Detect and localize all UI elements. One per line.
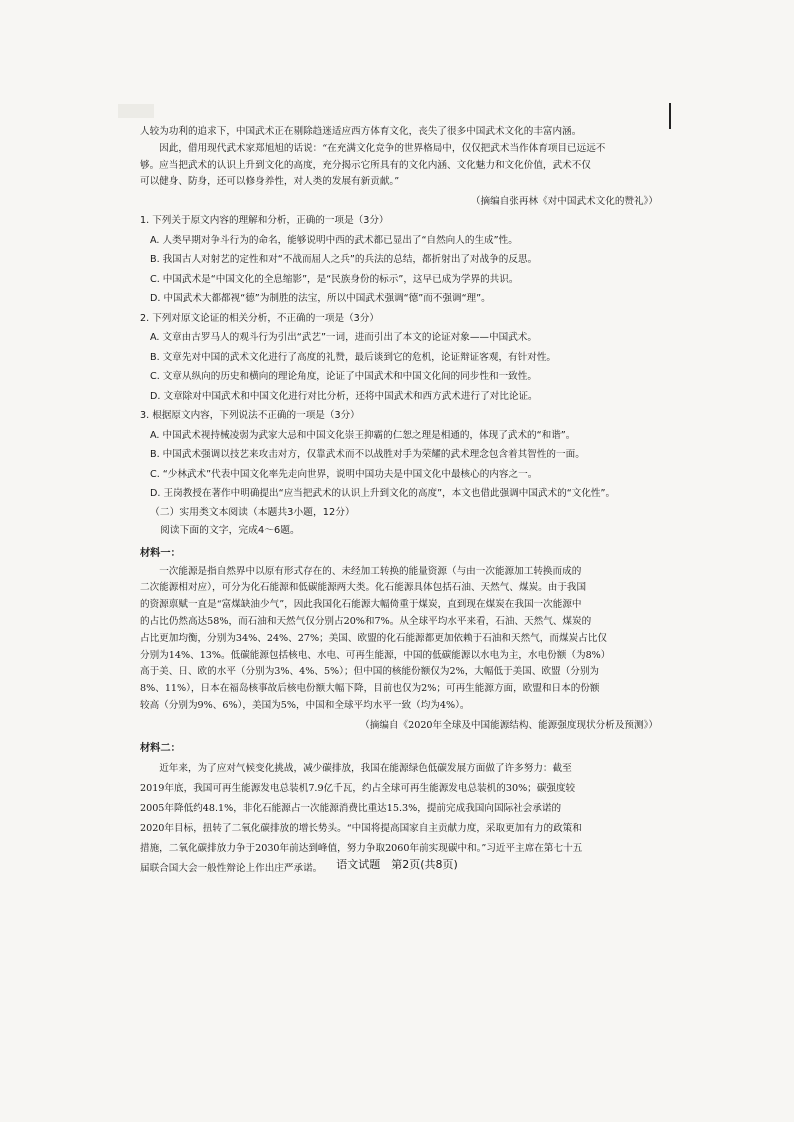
option-d: D. 王岗教授在著作中明确提出“应当把武术的认识上升到文化的高度”，本文也借此强调中国武术的“文化性”。 <box>150 488 616 500</box>
material-line: 措施，二氧化碳排放力争于2030年前达到峰值，努力争取2060年前实现碳中和。”习近平主席在第七十五 <box>140 842 583 854</box>
passage-end <box>140 124 658 211</box>
option-c: C. 文章从纵向的历史和横向的理论角度，论证了中国武术和中国文化间的同步性和一致性。 <box>150 371 537 383</box>
question-stem: 3. 根据原文内容，下列说法不正确的一项是（3分） <box>140 410 360 422</box>
question-stem: 2. 下列对原文论证的相关分析，不正确的一项是（3分） <box>140 312 379 324</box>
section-instruction: 阅读下面的文字，完成4～6题。 <box>160 524 300 536</box>
question-stem: 1. 下列关于原文内容的理解和分析，正确的一项是（3分） <box>140 215 389 227</box>
page-footer: 语文试题 第2页(共8页) <box>336 858 458 871</box>
option-c: C. “少林武术”代表中国文化率先走向世界，说明中国功夫是中国文化中最核心的内容之一。 <box>150 468 538 480</box>
passage-line: 因此，借用现代武术家郑旭旭的话说：“在充满文化竞争的世界格局中，仅仅把武术当作体育项目已远远不 <box>159 142 606 154</box>
material-line: 的占比仍然高达58%，而石油和天然气仅分别占20%和7%。从全球平均水平来看，石油、天然气、煤炭的 <box>140 616 592 628</box>
passage-line: 可以健身、防身，还可以修身养性，对人类的发展有新贡献。” <box>140 176 400 188</box>
page-content <box>140 124 658 879</box>
material-line: 二次能源相对应），可分为化石能源和低碳能源两大类。化石能源具体包括石油、天然气、煤炭。由于我国 <box>140 582 587 594</box>
question-1 <box>140 211 658 309</box>
material-1 <box>140 542 658 735</box>
material-line: 2005年降低约48.1%，非化石能源占一次能源消费比重达15.3%，提前完成我国向国际社会承诺的 <box>140 802 562 814</box>
passage-line: 够。应当把武术的认识上升到文化的高度，充分揭示它所具有的文化内涵、文化魅力和文化价值，武术不仅 <box>140 159 591 171</box>
option-a: A. 中国武术视持械凌弱为武家大忌和中国文化崇王抑霸的仁恕之理是相通的，体现了武术的“和谐”。 <box>150 429 576 441</box>
option-d: D. 中国武术大都都视“德”为制胜的法宝，所以中国武术强调“德”而不强调“理”。 <box>150 293 491 305</box>
passage-line: 人较为功利的追求下，中国武术正在剔除趋迷适应西方体育文化，丧失了很多中国武术文化的丰富内涵。 <box>140 126 582 137</box>
option-b: B. 中国武术强调以技艺来攻击对方，仅靠武术而不以战胜对手为荣耀的武术理念包含着其智性的一面。 <box>150 449 585 461</box>
material-label: 材料一： <box>140 546 181 559</box>
option-d: D. 文章除对中国武术和中国文化进行对比分析，还将中国武术和西方武术进行了对比论证。 <box>150 390 538 402</box>
material-line: 届联合国大会一般性辩论上作出庄严承诺。 <box>140 862 323 874</box>
material-line: 8%、11%），日本在福岛核事故后核电份额大幅下降，目前也仅为2%；可再生能源方面，欧盟和日本的份额 <box>140 683 600 695</box>
material-source: （摘编自《2020年全球及中国能源结构、能源强度现状分析及预测》） <box>360 719 658 731</box>
option-c: C. 中国武术是“中国文化的全息缩影”，是“民族身份的标示”，这早已成为学界的共识。 <box>150 273 519 285</box>
material-line: 近年来，为了应对气候变化挑战，减少碳排放，我国在能源绿色低碳发展方面做了许多努力：截至 <box>159 762 572 774</box>
material-line: 的资源禀赋一直是“富煤缺油少气”，因此我国化石能源大幅倚重于煤炭，直到现在煤炭在我国一次能源中 <box>140 599 582 611</box>
option-a: A. 文章由古罗马人的观斗行为引出“武艺”一词，进而引出了本文的论证对象——中国武术。 <box>150 332 537 344</box>
material-label: 材料二： <box>140 741 181 754</box>
material-line: 较高（分别为9%、6%），美国为5%，中国和全球平均水平一致（均为4%）。 <box>140 700 470 712</box>
option-a: A. 人类早期对争斗行为的命名，能够说明中西的武术都已显出了“自然向人的生成”性。 <box>150 234 518 246</box>
passage-source: （摘编自张再林《对中国武术文化的赞礼》） <box>470 196 658 208</box>
question-2 <box>140 309 658 407</box>
material-line: 2019年底，我国可再生能源发电总装机7.9亿千瓦，约占全球可再生能源发电总装机的30%；碳强度较 <box>140 782 576 794</box>
question-3 <box>140 406 658 504</box>
tape-mark <box>118 104 154 118</box>
material-line: 分别为14%、13%。低碳能源包括核电、水电、可再生能源，中国的低碳能源以水电为主，水电份额（为8%） <box>140 649 611 661</box>
section-heading: （二）实用类文本阅读（本题共3小题，12分） <box>150 506 355 518</box>
material-line: 2020年目标，扭转了二氧化碳排放的增长势头。“中国将提高国家自主贡献力度，采取更加有力的政策和 <box>140 822 582 834</box>
material-line: 占比更加均衡，分别为34%、24%、27%；美国、欧盟的化石能源都更加依赖于石油和天然气，而煤炭占比仅 <box>140 632 607 644</box>
margin-line <box>669 103 671 129</box>
material-line: 一次能源是指自然界中以原有形式存在的、未经加工转换的能量资源（与由一次能源加工转换而成的 <box>159 565 582 577</box>
section-2-header <box>140 504 658 540</box>
material-line: 高于美、日、欧的水平（分别为3%、4%、5%）；但中国的核能份额仅为2%，大幅低于美国、欧盟（分别为 <box>140 666 600 678</box>
option-b: B. 我国古人对射艺的定性和对“不战而屈人之兵”的兵法的总结，都折射出了对战争的反思。 <box>150 254 538 266</box>
option-b: B. 文章先对中国的武术文化进行了高度的礼赞，最后谈到它的危机，论证辩证客观，有针对性。 <box>150 351 557 363</box>
